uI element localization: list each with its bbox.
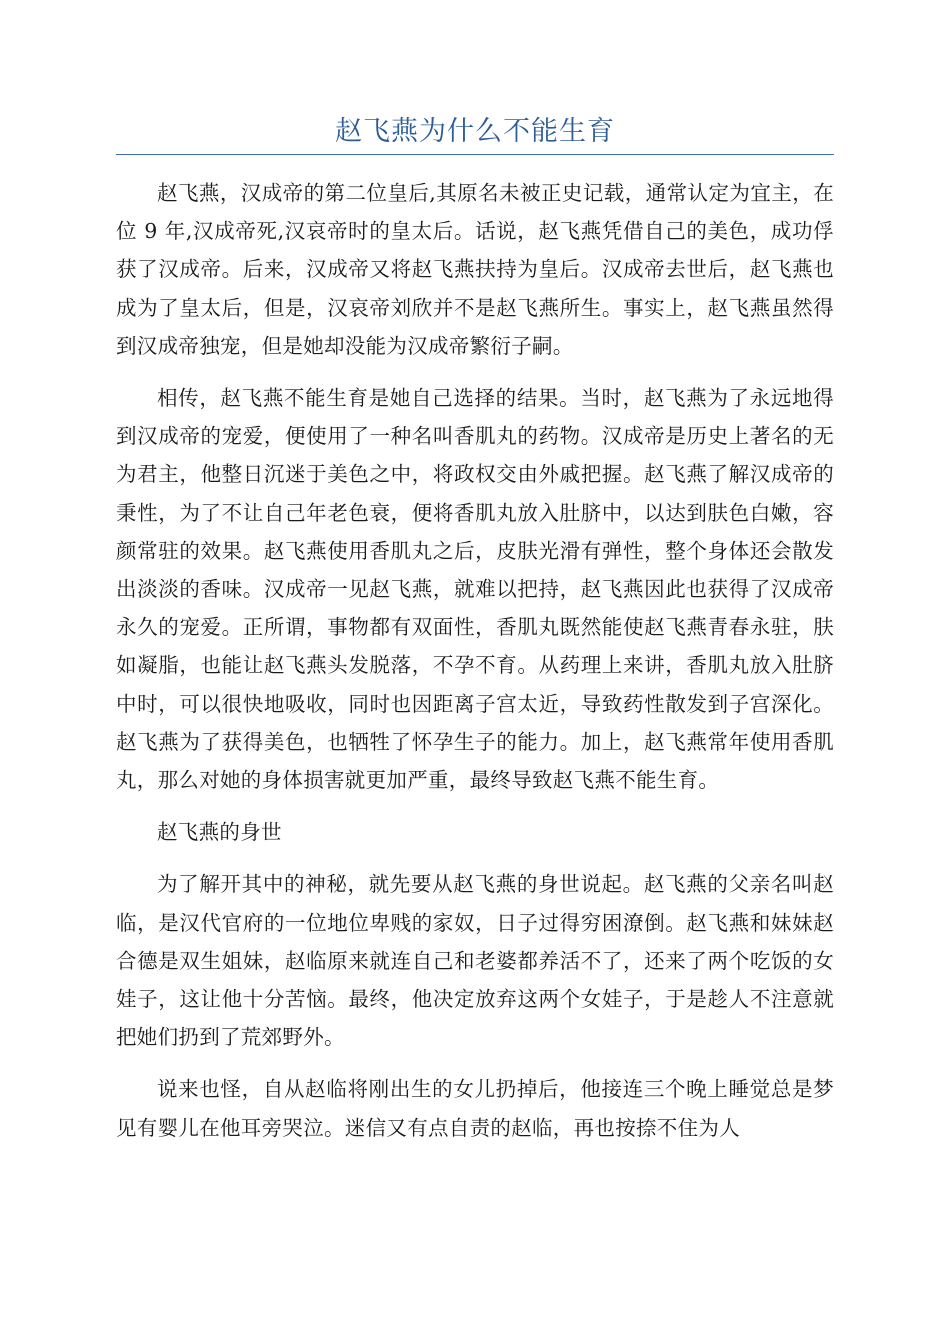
- document-title: 赵飞燕为什么不能生育: [335, 116, 615, 147]
- paragraph-xiangjiwan: 相传，赵飞燕不能生育是她自己选择的结果。当时，赵飞燕为了永远地得到汉成帝的宠爱，便使用了一种名叫香肌丸的药物。汉成帝是历史上著名的无为君主，他整日沉迷于美色之中，将政权交由外戚把握。赵飞燕了解汉成帝的秉性，为了不让自己年老色衰，便将香肌丸放入肚脐中，以达到肤色白嫩，容颜常驻的效果。赵飞燕使用香肌丸之后，皮肤光滑有弹性，整个身体还会散发出淡淡的香味。汉成帝一见赵飞燕，就难以把持，赵飞燕因此也获得了汉成帝永久的宠爱。正所谓，事物都有双面性，香肌丸既然能使赵飞燕青春永驻，肤如凝脂，也能让赵飞燕头发脱落，不孕不育。从药理上来讲，香肌丸放入肚脐中时，可以很快地吸收，同时也因距离子宫太近，导致药性散发到子宫深化。赵飞燕为了获得美色，也牺牲了怀孕生子的能力。加上，赵飞燕常年使用香肌丸，那么对她的身体损害就更加严重，最终导致赵飞燕不能生育。: [116, 386, 834, 793]
- paragraph-intro: 赵飞燕，汉成帝的第二位皇后,其原名未被正史记载，通常认定为宜主，在位 9 年,汉成帝死,汉哀帝时的皇太后。话说，赵飞燕凭借自己的美色，成功俘获了汉成帝。后来，汉成帝又将赵飞燕扶持为皇后。汉成帝去世后，赵飞燕也成为了皇太后，但是，汉哀帝刘欣并不是赵飞燕所生。事实上，赵飞燕虽然得到汉成帝独宠，但是她却没能为汉成帝繁衍子嗣。: [116, 181, 834, 358]
- paragraph-dream: 说来也怪，自从赵临将刚出生的女儿扔掉后，他接连三个晚上睡觉总是梦见有婴儿在他耳旁哭泣。迷信又有点自责的赵临，再也按捺不住为人: [116, 1077, 834, 1140]
- section-subheading: 赵飞燕的身世: [157, 820, 282, 845]
- paragraph-origin: 为了解开其中的神秘，就先要从赵飞燕的身世说起。赵飞燕的父亲名叫赵临，是汉代官府的一位地位卑贱的家奴，日子过得穷困潦倒。赵飞燕和妹妹赵合德是双生姐妹，赵临原来就连自己和老婆都养活不了，还来了两个吃饭的女娃子，这让他十分苦恼。最终，他决定放弃这两个女娃子，于是趁人不注意就把她们扔到了荒郊野外。: [116, 872, 834, 1050]
- document-body: [116, 174, 834, 1161]
- title-underline-rule: [116, 154, 834, 155]
